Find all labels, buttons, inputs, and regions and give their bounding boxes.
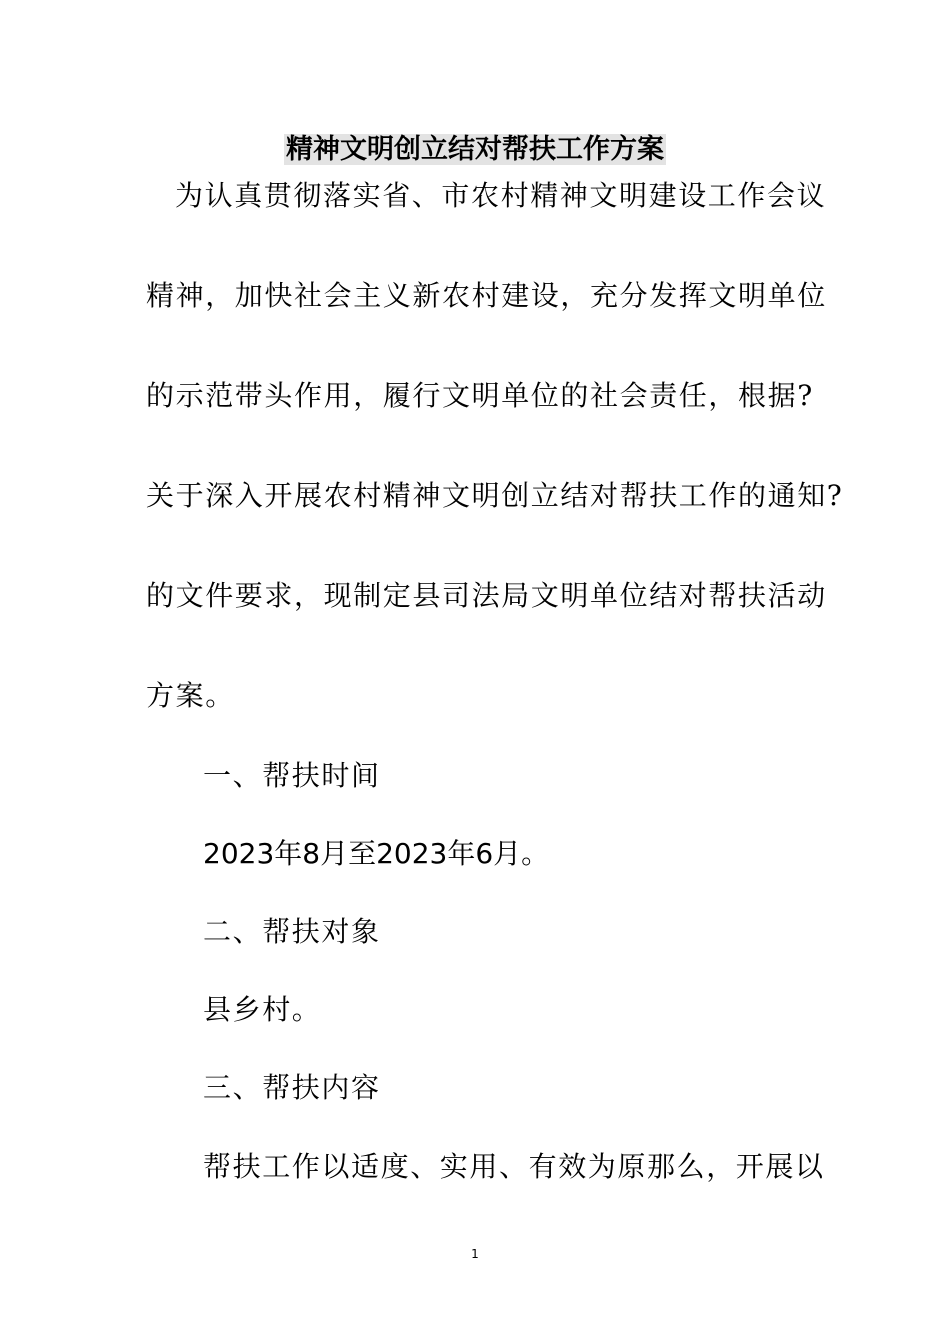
section2-heading: 二、帮扶对象 — [203, 915, 381, 948]
section1-heading: 一、帮扶时间 — [203, 759, 381, 792]
document-title — [0, 130, 950, 170]
intro-line-3: 的示范带头作用，履行文明单位的社会责任，根据? — [146, 379, 814, 412]
section1-body: 2023年8月至2023年6月。 — [203, 837, 550, 870]
section3-body: 帮扶工作以适度、实用、有效为原那么，开展以 — [203, 1150, 825, 1183]
intro-line-5: 的文件要求，现制定县司法局文明单位结对帮扶活动 — [146, 579, 827, 612]
page-number: 1 — [471, 1247, 479, 1261]
intro-line-6: 方案。 — [146, 679, 235, 712]
intro-line-2: 精神，加快社会主义新农村建设，充分发挥文明单位 — [146, 279, 827, 312]
intro-line-1: 为认真贯彻落实省、市农村精神文明建设工作会议 — [175, 179, 827, 212]
section3-heading: 三、帮扶内容 — [203, 1071, 381, 1104]
intro-line-4: 关于深入开展农村精神文明创立结对帮扶工作的通知? — [146, 479, 844, 512]
document-title-text: 精神文明创立结对帮扶工作方案 — [286, 134, 664, 165]
section2-body: 县乡村。 — [203, 993, 322, 1026]
